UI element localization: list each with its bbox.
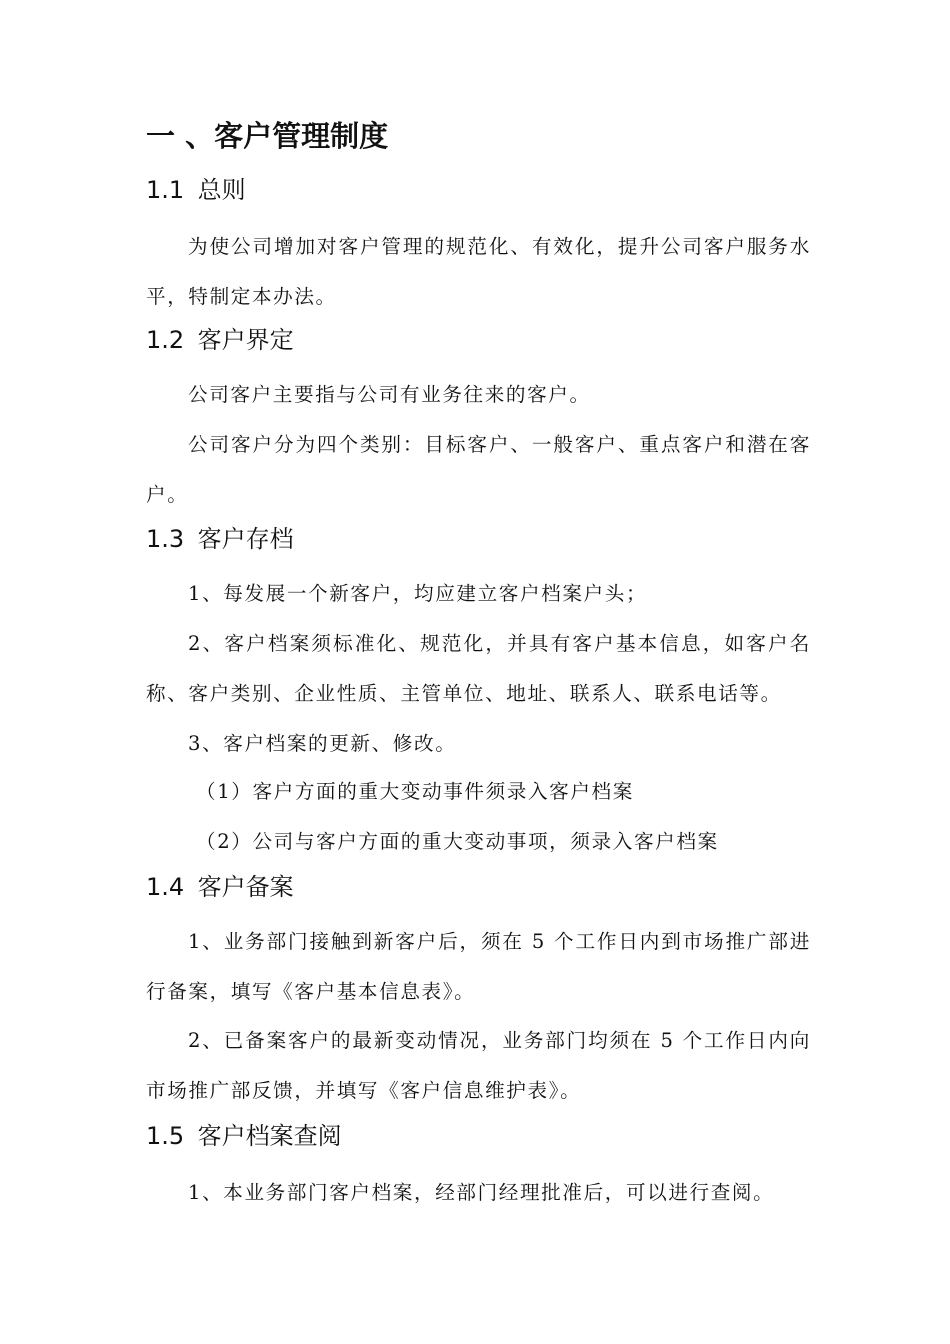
section-heading-1-2 — [146, 320, 294, 360]
section-heading-1-5 — [146, 1116, 342, 1156]
section-title: 客户档案查阅 — [197, 1122, 342, 1150]
section-heading-1-3 — [146, 519, 294, 559]
paragraph: （1）客户方面的重大变动事件须录入客户档案 — [196, 780, 634, 803]
section-title: 客户界定 — [197, 326, 294, 354]
section-number: 1.5 — [146, 1122, 185, 1150]
section-title: 客户备案 — [197, 873, 294, 901]
paragraph: 为使公司增加对客户管理的规范化、有效化，提升公司客户服务水平，特制定本办法。 — [146, 235, 811, 308]
paragraph: （2）公司与客户方面的重大变动事项，须录入客户档案 — [196, 830, 719, 853]
paragraph: 2、客户档案须标准化、规范化，并具有客户基本信息，如客户名称、客户类别、企业性质、主管单位、地址、联系人、联系电话等。 — [146, 632, 811, 705]
paragraph: 1、业务部门接触到新客户后，须在 5 个工作日内到市场推广部进行备案，填写《客户基本信息表》。 — [146, 930, 811, 1003]
paragraph: 2、已备案客户的最新变动情况，业务部门均须在 5 个工作日内向市场推广部反馈，并填写《客户信息维护表》。 — [146, 1029, 811, 1102]
document-title: 一 、客户管理制度 — [146, 119, 389, 153]
paragraph: 3、客户档案的更新、修改。 — [188, 732, 457, 755]
section-number: 1.2 — [146, 326, 185, 354]
section-number: 1.1 — [146, 176, 185, 204]
paragraph: 1、本业务部门客户档案，经部门经理批准后，可以进行查阅。 — [188, 1181, 775, 1204]
section-number: 1.4 — [146, 873, 185, 901]
paragraph: 公司客户主要指与公司有业务往来的客户。 — [188, 383, 591, 406]
section-title: 客户存档 — [197, 525, 294, 553]
paragraph: 公司客户分为四个类别：目标客户、一般客户、重点客户和潜在客户。 — [146, 433, 811, 506]
section-heading-1-1 — [146, 170, 246, 210]
section-heading-1-4 — [146, 867, 294, 907]
paragraph: 1、每发展一个新客户，均应建立客户档案户头； — [188, 582, 648, 605]
section-title: 总则 — [197, 176, 246, 204]
section-number: 1.3 — [146, 525, 185, 553]
